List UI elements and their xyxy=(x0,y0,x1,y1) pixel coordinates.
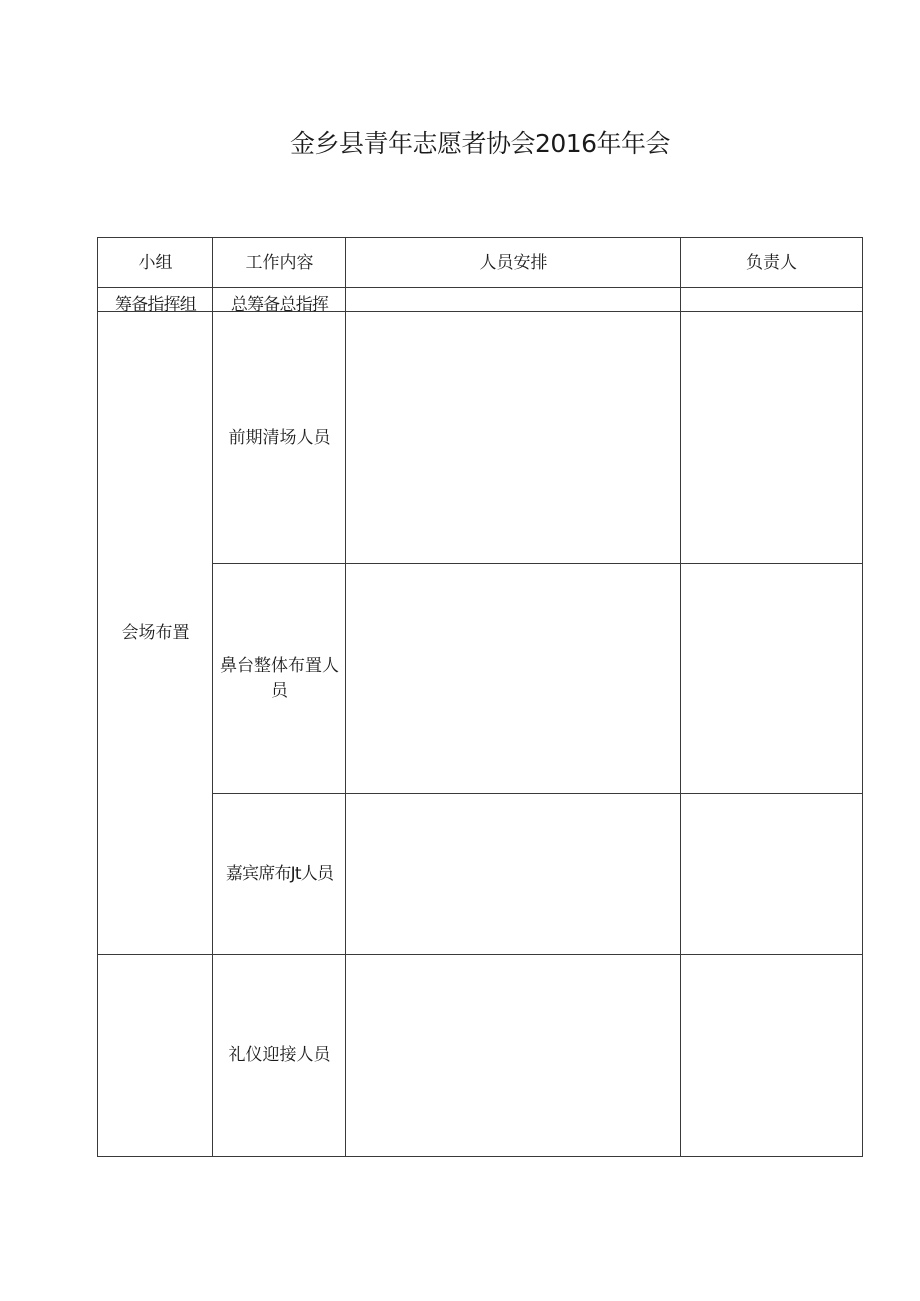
row4-lead xyxy=(680,793,863,955)
row5-task-text: 礼仪迎接人员 xyxy=(228,1045,331,1065)
row5-group xyxy=(97,954,213,1157)
header-staff-label: 人员安排 xyxy=(479,252,548,273)
row3-task-text: 鼻台整体布置人员 xyxy=(220,656,339,701)
header-lead-label: 负责人 xyxy=(746,252,797,273)
header-group xyxy=(97,237,213,288)
row1-task-text: 总筹备总指挥 xyxy=(230,295,329,312)
header-lead xyxy=(680,237,863,288)
header-task xyxy=(212,237,346,288)
header-staff xyxy=(345,237,681,288)
row2-lead xyxy=(680,311,863,564)
row3-staff xyxy=(345,563,681,794)
document-title: 金乡县青年志愿者协会2016年年会 xyxy=(289,129,671,158)
row1-group xyxy=(97,287,213,312)
row1-task xyxy=(212,287,346,312)
row5-staff xyxy=(345,954,681,1157)
row4-task-text: 嘉宾席布Jt人员 xyxy=(225,864,334,884)
header-group-label: 小组 xyxy=(138,252,173,273)
header-task-label: 工作内容 xyxy=(245,252,314,273)
group-venue-setup xyxy=(97,311,213,955)
row2-task-text: 前期清场人员 xyxy=(228,427,331,448)
row2-task xyxy=(212,311,346,564)
row1-lead xyxy=(680,287,863,312)
row4-task xyxy=(212,793,346,955)
row4-staff xyxy=(345,793,681,955)
row5-task xyxy=(212,954,346,1157)
row1-staff xyxy=(345,287,681,312)
row3-lead xyxy=(680,563,863,794)
row5-lead xyxy=(680,954,863,1157)
group-venue-setup-text: 会场布置 xyxy=(121,623,190,643)
row3-task xyxy=(212,563,346,794)
row2-staff xyxy=(345,311,681,564)
row1-group-text: 筹备指挥组 xyxy=(115,295,196,312)
